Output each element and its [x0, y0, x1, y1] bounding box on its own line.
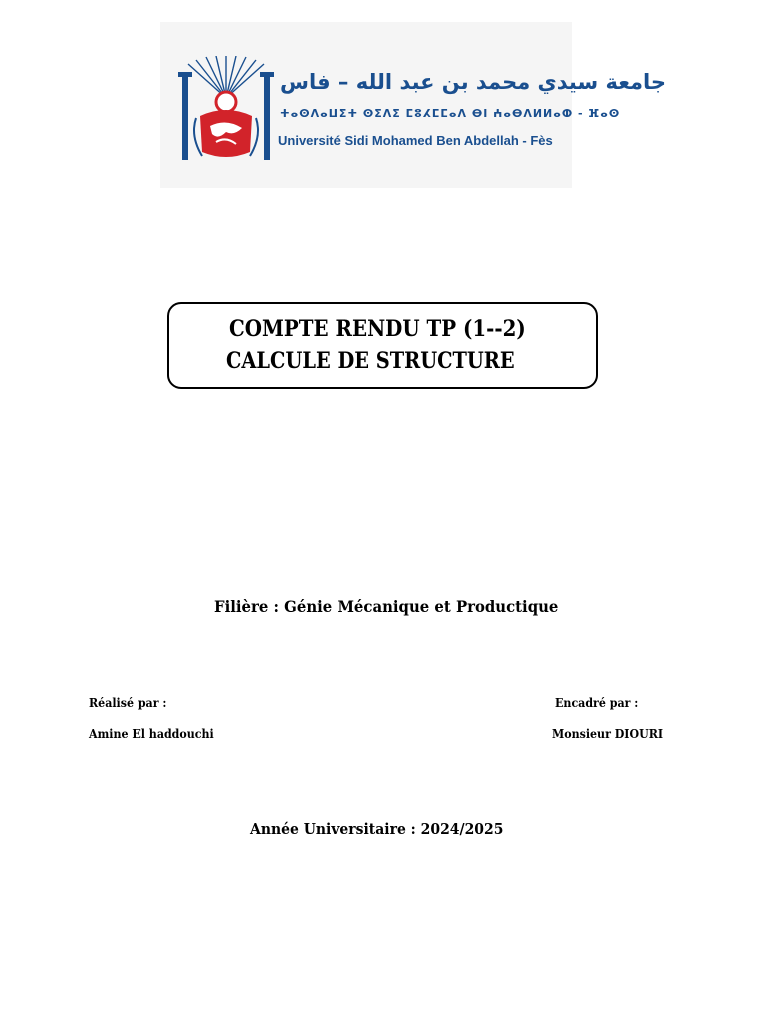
encadre-name: Monsieur DIOURI	[552, 727, 664, 741]
logo-french-name: Université Sidi Mohamed Ben Abdellah - Fès	[278, 133, 553, 148]
realise-label: Réalisé par :	[89, 696, 167, 710]
encadre-label: Encadré par :	[555, 696, 639, 710]
annee-universitaire: Année Universitaire : 2024/2025	[250, 820, 504, 838]
title-box	[167, 302, 598, 389]
title-line-2: CALCULE DE STRUCTURE	[226, 348, 515, 374]
logo-arabic-name: جامعة سيدي محمد بن عبد الله – فاس	[280, 70, 667, 94]
filiere-text: Filière : Génie Mécanique et Productique	[214, 597, 559, 616]
realise-name: Amine El haddouchi	[89, 727, 214, 741]
university-emblem-icon	[176, 56, 276, 166]
logo-tifinagh-name: ⵜⴰⵙⴷⴰⵡⵉⵜ ⵙⵉⴷⵉ ⵎⵓⵃⵎⵎⴰⴷ ⴱⵏ ⵄⴰⴱⴷⵍⵍⴰⵀ - ⴼⴰⵙ	[280, 107, 621, 120]
title-line-1: COMPTE RENDU TP (1--2)	[229, 316, 526, 342]
university-logo	[160, 22, 667, 188]
